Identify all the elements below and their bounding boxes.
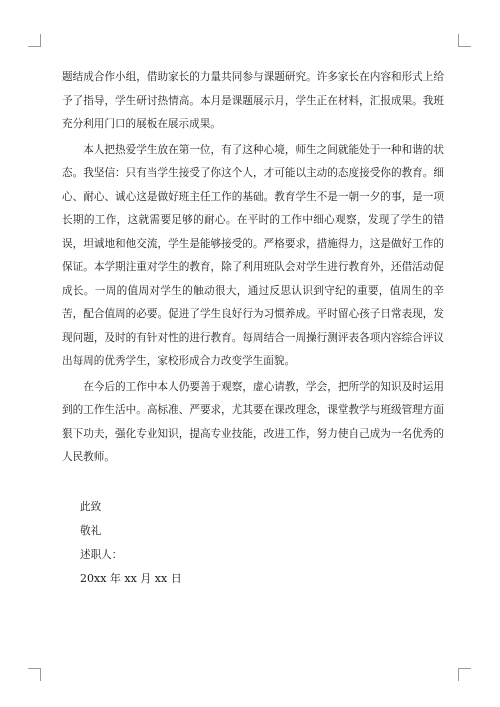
crop-mark-top-left (28, 34, 41, 47)
closing-respect: 敬礼 (80, 525, 102, 537)
document-body (62, 66, 444, 472)
closing-date: 20xx 年 xx 月 xx 日 (80, 572, 182, 585)
paragraph-3: 在今后的工作中本人仍要善于观察，虚心请教，学会，把所学的知识及时运用到的工作生活中。高标准、严要求，尤其要在课改理念，课堂教学与班级管理方面狠下功夫，强化专业知识，提高专业技能，改进工作，努力使自己成为一名优秀的人民教师。 (62, 380, 444, 463)
paragraph-1: 题结成合作小组，借助家长的力量共同参与课题研究。许多家长在内容和形式上给予了指导，学生研讨热情高。本月是课题展示月，学生正在材料，汇报成果。我班充分利用门口的展板在展示成果。 (62, 71, 444, 130)
crop-mark-bottom-left (28, 668, 41, 681)
closing-reporter: 述职人： (80, 549, 123, 561)
closing-salutation: 此致 (80, 501, 102, 513)
paragraph-2: 本人把热爱学生放在第一位，有了这种心境，师生之间就能处于一种和谐的状态。我坚信：只有当学生接受了你这个人，才可能以主动的态度接受你的教育。细心、耐心、诚心这是做好班主任工作的基础。教育学生不是一朝一夕的事，是一项长期的工作，这就需要足够的耐心。在平时的工作中细心观察，发现了学生的错误，坦诚地和他交流，学生是能够接受的。严格要求，措施得力，这是做好工作的保证。本学期注重对学生的教育，除了利用班队会对学生进行教育外，还借活动促成长。一周的值周对学生的触动很大，通过反思认识到守纪的重要，值周生的辛苦，配合值周的必要。促进了学生良好行为习惯养成。平时留心孩子日常表现，发现问题，及时的有针对性的进行教育。每周结合一周操行测评表各项内容综合评议出每周的优秀学生，家校形成合力改变学生面貌。 (62, 143, 444, 367)
crop-mark-top-right (458, 34, 471, 47)
crop-mark-bottom-right (458, 668, 471, 681)
